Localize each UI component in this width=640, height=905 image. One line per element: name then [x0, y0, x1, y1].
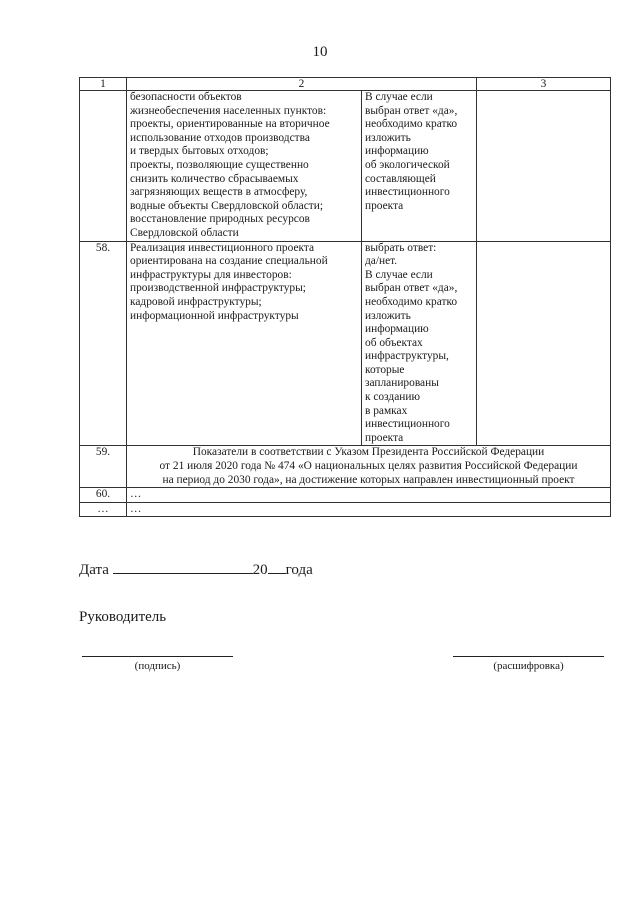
- text-line: к созданию: [365, 391, 420, 404]
- signature-label: (подпись): [134, 660, 181, 672]
- text-line: информационной инфраструктуры: [130, 309, 299, 322]
- text-line: Реализация инвестиционного проекта: [130, 241, 315, 254]
- text-line: проекты, ориентированные на вторичное: [130, 118, 330, 131]
- form-table: [79, 77, 611, 517]
- row-number: …: [80, 502, 127, 517]
- text-line: информацию: [365, 145, 429, 158]
- decode-label: (расшифровка): [493, 660, 564, 672]
- header-col-1: 1: [80, 78, 127, 91]
- text-line: Свердловской области: [130, 226, 239, 239]
- text-line: безопасности объектов: [130, 91, 242, 103]
- text-line: кадровой инфраструктуры;: [130, 295, 262, 308]
- text-line: да/нет.: [365, 255, 398, 268]
- table-row: [80, 502, 611, 517]
- row-description: [127, 91, 362, 242]
- text-line: инвестиционного: [365, 418, 450, 431]
- head-label: Руководитель: [79, 609, 167, 625]
- text-line: изложить: [365, 309, 411, 322]
- date-blank[interactable]: [113, 561, 253, 574]
- text-line: проекта: [365, 431, 404, 444]
- text-line: инвестиционного: [365, 186, 450, 199]
- row-merged-text[interactable]: …: [127, 502, 611, 517]
- row-instruction: [362, 91, 477, 242]
- text-line: восстановление природных ресурсов: [130, 213, 310, 226]
- text-line: проекта: [365, 199, 404, 212]
- row-merged-text[interactable]: …: [127, 488, 611, 503]
- row-merged-text: [127, 446, 611, 488]
- text-line: на период до 2030 года», на достижение которых направлен инвестиционный проект: [162, 473, 575, 486]
- decode-line[interactable]: [453, 656, 604, 657]
- row-answer-cell[interactable]: [477, 241, 611, 446]
- date-line: [79, 561, 313, 579]
- page-number: 10: [312, 44, 328, 60]
- text-line: производственной инфраструктуры;: [130, 282, 306, 295]
- year-blank[interactable]: [268, 561, 286, 574]
- text-line: использование отходов производства: [130, 131, 310, 144]
- text-line: об экологической: [365, 158, 450, 171]
- text-line: от 21 июля 2020 года № 474 «О национальных целях развития Российской Федерации: [159, 460, 578, 473]
- text-line: составляющей: [365, 172, 436, 185]
- text-line: изложить: [365, 131, 411, 144]
- text-line: и твердых бытовых отходов;: [130, 145, 269, 158]
- text-line: ориентирована на создание специальной: [130, 255, 328, 268]
- header-col-2: 2: [127, 78, 477, 91]
- table-header-row: [80, 78, 611, 91]
- table-row: [80, 241, 611, 446]
- text-line: В случае если: [365, 91, 433, 103]
- table-row: [80, 488, 611, 503]
- text-line: загрязняющих веществ в атмосферу,: [130, 186, 308, 199]
- row-number: 59.: [80, 446, 127, 488]
- text-line: об объектах: [365, 336, 423, 349]
- signature-line[interactable]: [82, 656, 233, 657]
- row-answer-cell[interactable]: [477, 91, 611, 242]
- date-label: Дата: [79, 562, 109, 578]
- text-line: в рамках: [365, 404, 408, 417]
- text-line: выбран ответ «да»,: [365, 282, 458, 295]
- row-number: 60.: [80, 488, 127, 503]
- text-line: которые: [365, 363, 405, 376]
- row-description: [127, 241, 362, 446]
- text-line: запланированы: [365, 377, 439, 390]
- text-line: проекты, позволяющие существенно: [130, 158, 309, 171]
- text-line: жизнеобеспечения населенных пунктов:: [130, 104, 327, 117]
- text-line: снизить количество сбрасываемых: [130, 172, 299, 185]
- text-line: В случае если: [365, 268, 433, 281]
- row-number: 58.: [80, 241, 127, 446]
- text-line: инфраструктуры,: [365, 350, 449, 363]
- year-prefix: 20: [252, 562, 268, 578]
- text-line: водные объекты Свердловской области;: [130, 199, 324, 212]
- row-instruction: [362, 241, 477, 446]
- text-line: выбран ответ «да»,: [365, 104, 458, 117]
- text-line: выбрать ответ:: [365, 241, 437, 254]
- table-row: [80, 446, 611, 488]
- text-line: Показатели в соответствии с Указом Президента Российской Федерации: [192, 446, 545, 459]
- text-line: инфраструктуры для инвесторов:: [130, 268, 292, 281]
- text-line: необходимо кратко: [365, 118, 458, 131]
- text-line: необходимо кратко: [365, 295, 458, 308]
- header-col-3: 3: [477, 78, 611, 91]
- year-suffix: года: [285, 562, 313, 578]
- text-line: информацию: [365, 323, 429, 336]
- table-row: [80, 91, 611, 242]
- row-number: [80, 91, 127, 242]
